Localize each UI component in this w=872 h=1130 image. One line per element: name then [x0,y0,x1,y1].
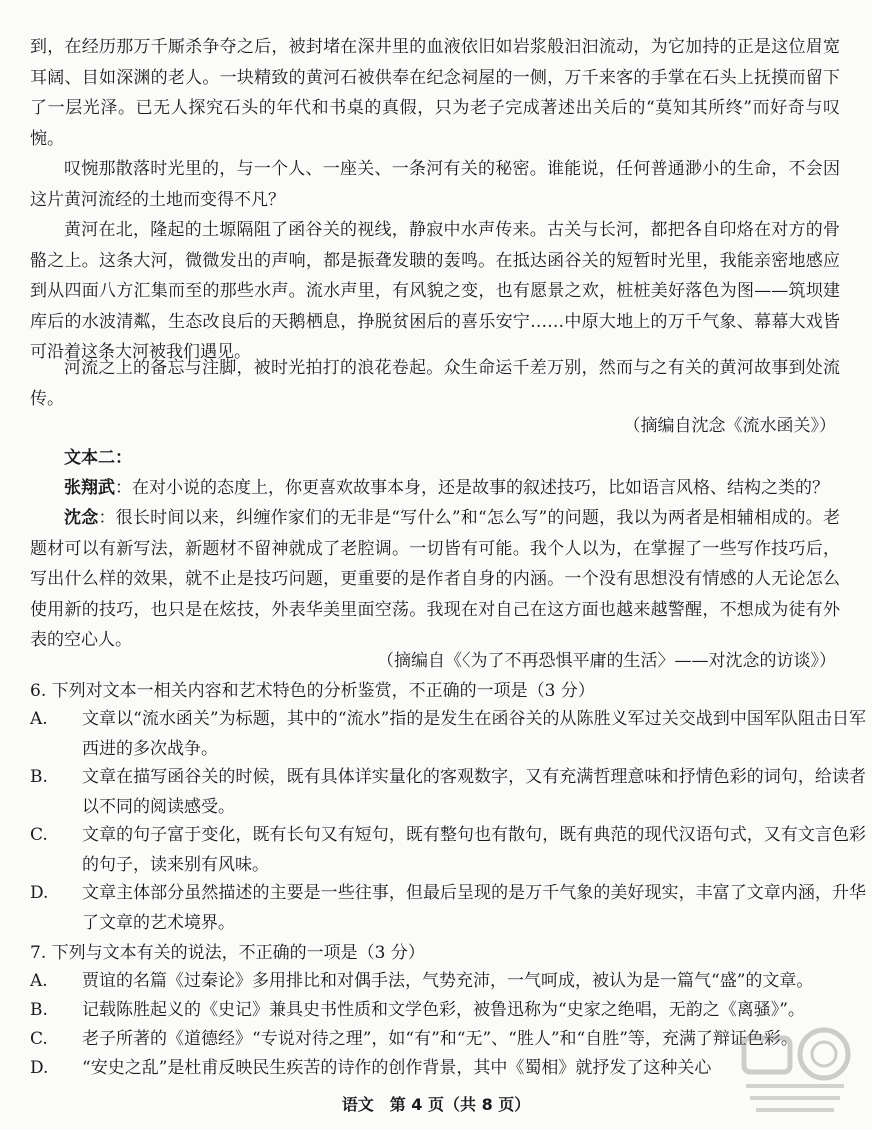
question-6-option-c [30,821,866,880]
text1-paragraph-3: 黄河在北，隆起的土塬隔阻了函谷关的视线，静寂中水声传来。古关与长河，都把各自印烙在对方的骨骼之上。这条大河，微微发出的声响，都是振聋发聩的轰鸣。在抵达函谷关的短暂时光里，我能亲密地感应到从四面八方汇集而至的那些水声。流水声里，有风貌之变，也有愿景之欢，桩桩美好落色为图——筑坝建库后的水波清粼，生态改良后的天鹅栖息，挣脱贫困后的喜乐安宁……中原大地上的万千气象、幕幕大戏皆可沿着这条大河被我们遇见。 [30,220,840,362]
watermark-logo-icon [736,1020,854,1116]
option-label: C. [30,1029,48,1049]
text1-paragraph-4: 河流之上的备忘与注脚，被时光拍打的浪花卷起。众生命运千差万别，然而与之有关的黄河故事到处流传。 [30,358,840,409]
text2-source: （摘编自《〈为了不再恐惧平庸的生活〉——对沈念的访谈》） [377,651,836,671]
option-text: 贾谊的名篇《过秦论》多用排比和对偶手法，气势充沛，一气呵成，被认为是一篇气“盛”的文章。 [82,971,814,991]
option-text: 老子所著的《道德经》“专说对待之理”，如“有”和“无”、“胜人”和“自胜”等，充满了辩证色彩。 [82,1029,798,1049]
interviewer-question: ：在对小说的态度上，你更喜欢故事本身，还是故事的叙述技巧，比如语言风格、结构之类的？ [115,478,829,498]
author-answer: ：很长时间以来，纠缠作家们的无非是“写什么”和“怎么写”的问题，我以为两者是相辅相成的。老题材可以有新写法，新题材不留神就成了老腔调。一切皆有可能。我个人以为，在掌握了一些写作技巧后，写出什么样的效果，就不止是技巧问题，更重要的是作者自身的内涵。一个没有思想没有情感的人无论怎么使用新的技巧，也只是在炫技，外表华美里面空荡。我现在对自己在这方面也越来越警醒，不想成为徒有外表的空心人。 [30,508,841,650]
option-text: 文章的句子富于变化，既有长句又有短句，既有整句也有散句，既有典范的现代汉语句式，又有文言色彩的句子，读来别有风味。 [82,825,866,875]
question-6-option-b [30,763,866,822]
text1-paragraph-2: 叹惋那散落时光里的，与一个人、一座关、一条河有关的秘密。谁能说，任何普通渺小的生命，不会因这片黄河流经的土地而变得不凡？ [30,159,840,210]
option-label: C. [30,825,48,845]
author-name: 沈念 [64,508,99,528]
page-footer: 语文 第 4 页（共 8 页） [341,1095,531,1114]
option-text: 文章主体部分虽然描述的主要是一些往事，但最后呈现的是万千气象的美好现实，丰富了文章内涵，升华了文章的艺术境界。 [82,883,866,933]
option-text: 记载陈胜起义的《史记》兼具史书性质和文学色彩，被鲁迅称为“史家之绝唱，无韵之《离骚》”。 [82,1000,805,1020]
option-text: “安史之乱”是杜甫反映民生疾苦的诗作的创作背景，其中《蜀相》就抒发了这种关心 [82,1058,712,1078]
option-label: B. [30,1000,48,1020]
text1-paragraph-1: 到，在经历那万千厮杀争夺之后，被封堵在深井里的血液依旧如岩浆般汩汩流动，为它加持的正是这位眉宽耳阔、目如深渊的老人。一块精致的黄河石被供奉在纪念祠屋的一侧，万千来客的手掌在石头上抚摸而留下了一层光泽。已无人探究石头的年代和书桌的真假，只为老子完成著述出关后的“莫知其所终”而好奇与叹惋。 [30,37,840,149]
option-label: B. [30,767,48,787]
option-label: A. [30,709,48,729]
interviewer-name: 张翔武 [64,478,115,498]
question-6-stem: 6. 下列对文本一相关内容和艺术特色的分析鉴赏，不正确的一项是（3 分） [30,681,595,701]
option-label: A. [30,971,48,991]
option-label: D. [30,883,49,903]
text2-answer [30,503,840,656]
question-7-option-a [30,967,866,997]
text2-heading: 文本二： [64,448,132,468]
option-text: 文章在描写函谷关的时候，既有具体详实量化的客观数字，又有充满哲理意味和抒情色彩的词句，给读者以不同的阅读感受。 [82,767,866,817]
question-6-option-d [30,879,866,938]
question-7-stem: 7. 下列与文本有关的说法，不正确的一项是（3 分） [30,943,425,963]
option-label: D. [30,1058,49,1078]
text2-question [30,473,840,504]
option-text: 文章以“流水函关”为标题，其中的“流水”指的是发生在函谷关的从陈胜义军过关交战到中国军队阻击日军西进的多次战争。 [82,709,866,759]
question-6-option-a [30,705,866,764]
text1-source: （摘编自沈念《流水函关》） [623,416,836,436]
